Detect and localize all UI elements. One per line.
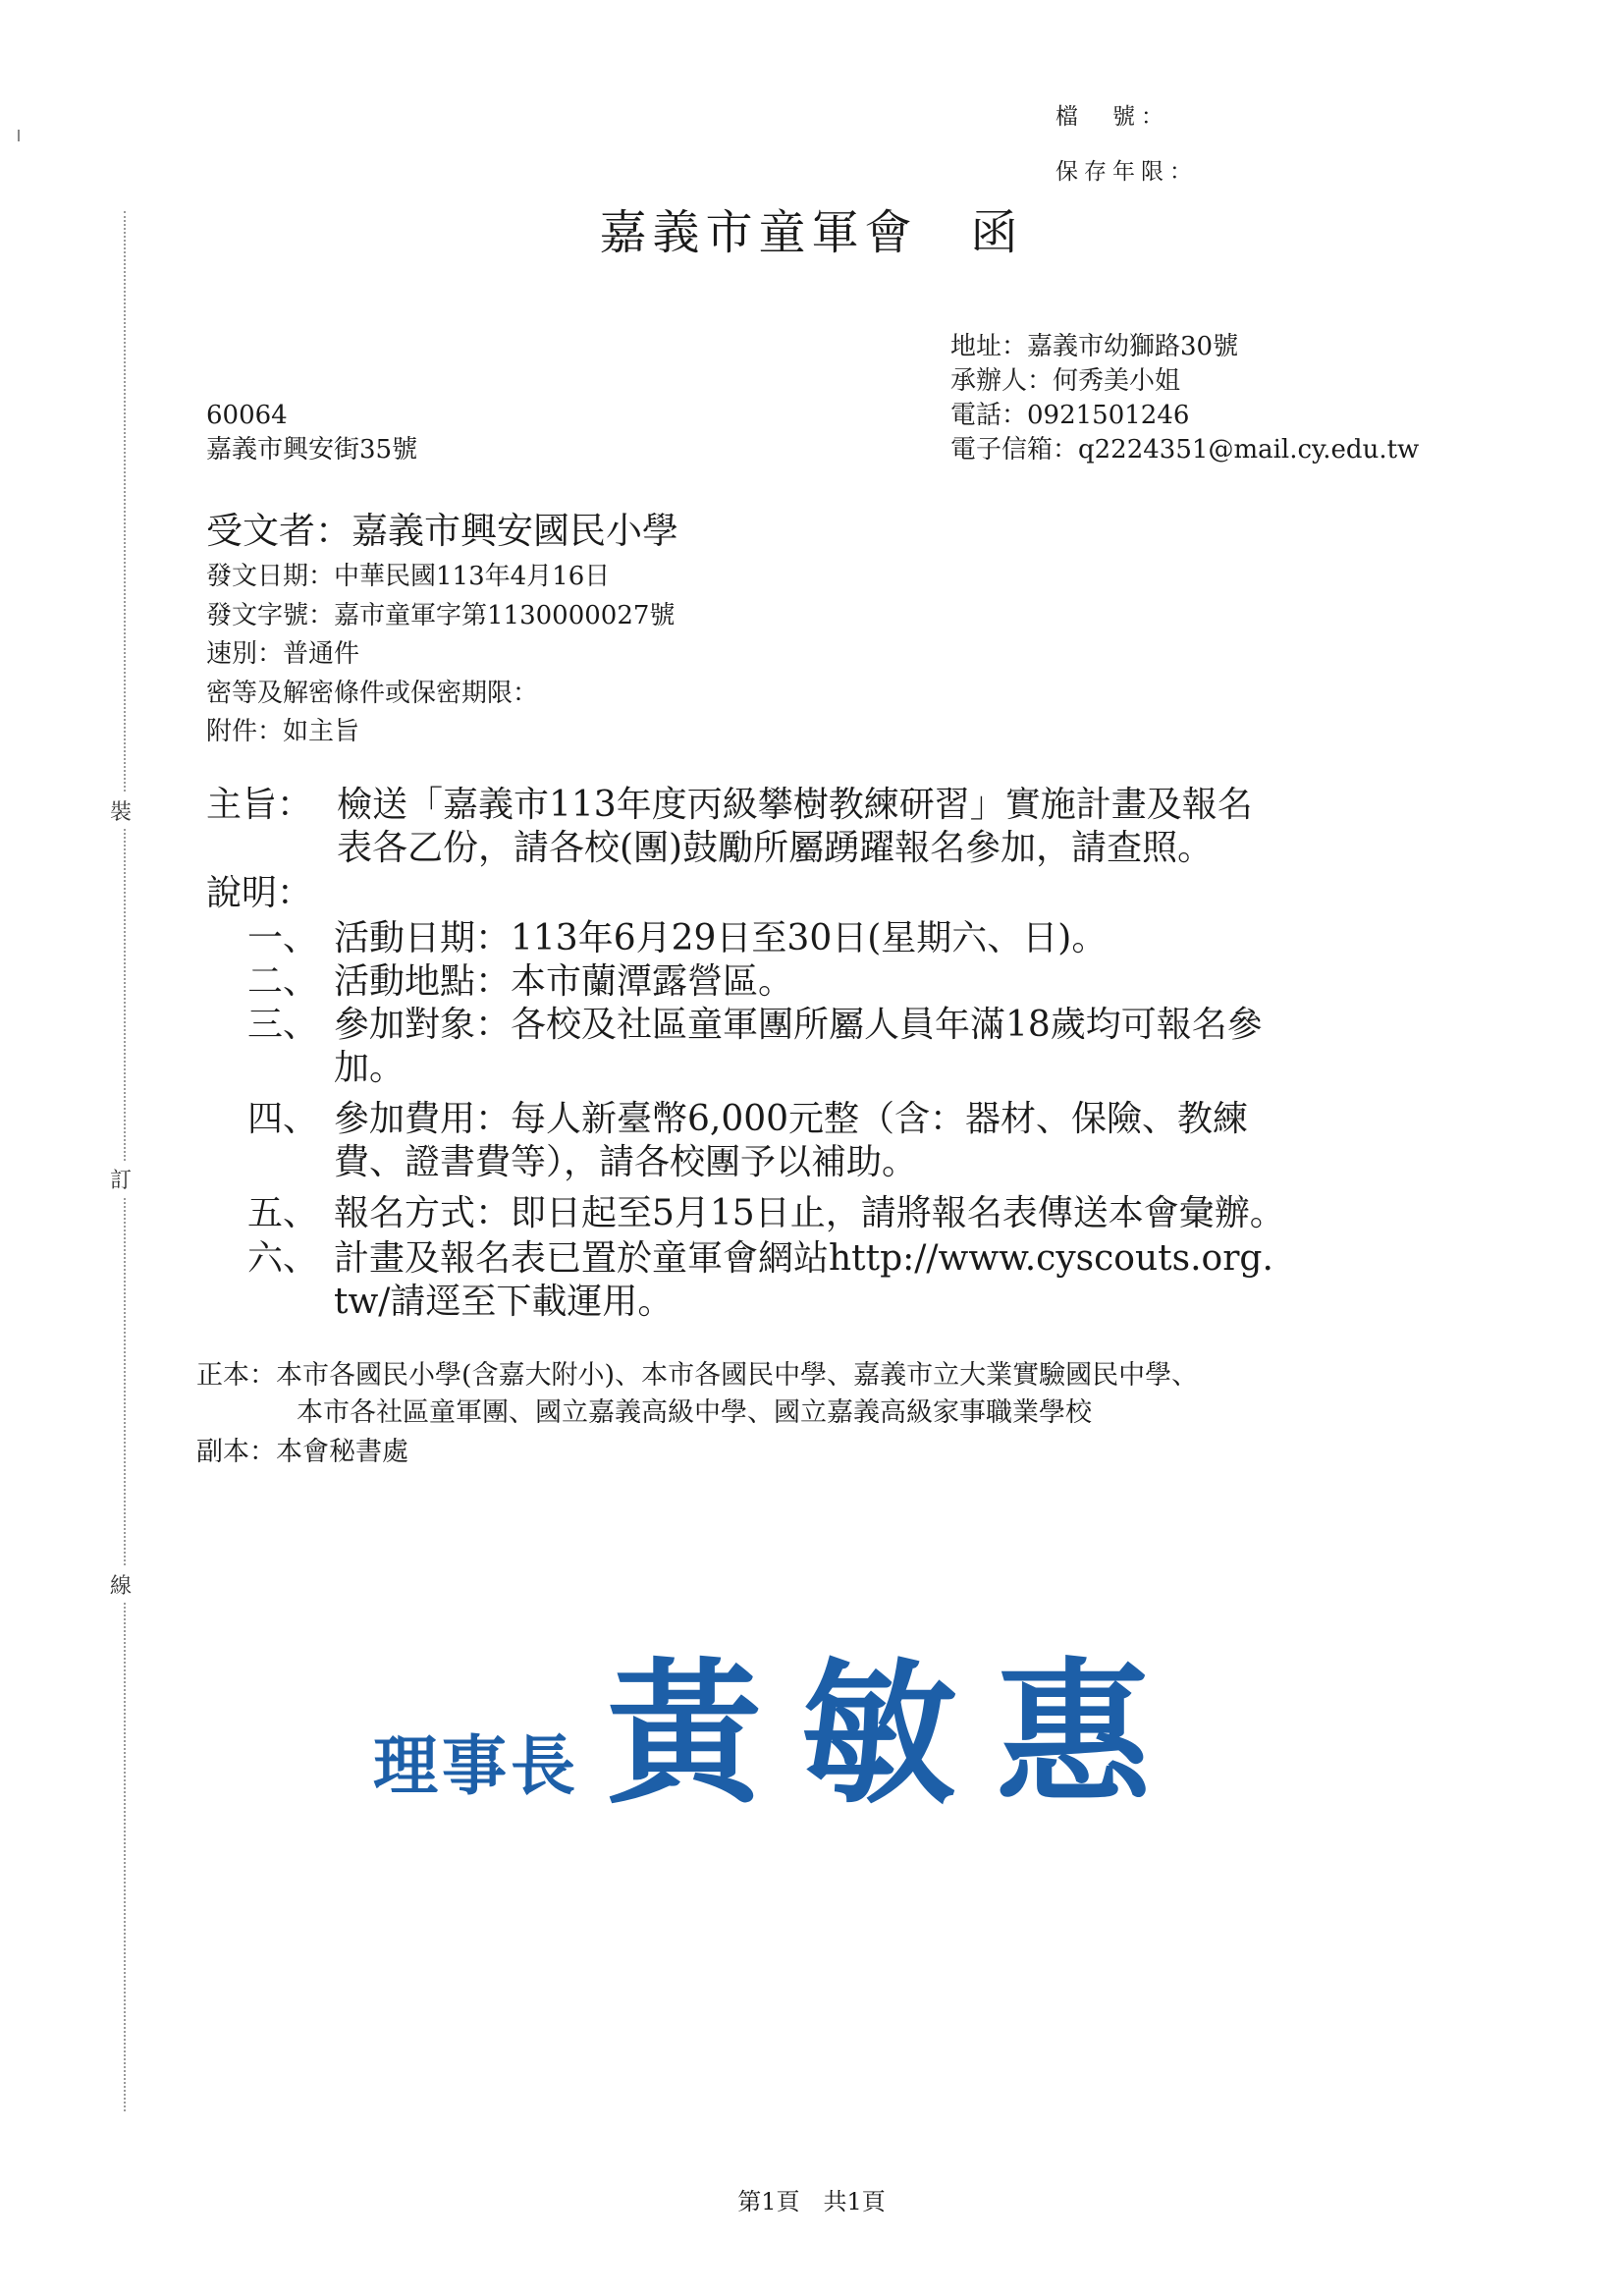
explanation-item-number: 四、 [247,1099,319,1139]
scan-mark [18,130,20,141]
file-number-label: 檔 號： [1055,104,1169,130]
document-number: 發文字號：嘉市童軍字第1130000027號 [206,600,676,630]
explanation-item-text: 計畫及報名表已置於童軍會網站http://www.cyscouts.org. [334,1238,1273,1279]
recipient: 受文者：嘉義市興安國民小學 [206,510,678,552]
explanation-item-number: 一、 [247,918,319,958]
mailing-info [206,399,417,467]
subject-line: 檢送「嘉義市113年度丙級攀樹教練研習」實施計畫及報名 [337,785,1253,825]
speed-class: 速別：普通件 [206,639,360,670]
subject-line: 表各乙份，請各校(團)鼓勵所屬踴躍報名參加，請查照。 [337,828,1214,868]
document-info [206,558,675,752]
chairman-seal [373,1611,1306,1836]
sender-address: 地址：嘉義市幼獅路30號 [950,332,1239,361]
issue-date: 發文日期：中華民國113年4月16日 [206,562,611,591]
distribution-original-continued: 本市各社區童軍團、國立嘉義高級中學、國立嘉義高級家事職業學校 [297,1397,1092,1428]
postal-code: 60064 [206,401,288,430]
explanation-item-number: 五、 [247,1193,319,1233]
sender-handler: 承辦人：何秀美小姐 [950,366,1181,396]
explanation-item-text: 加。 [334,1048,406,1088]
page-number: 第1頁 共1頁 [737,2188,886,2215]
seal-name: 黃敏惠 [607,1644,1190,1826]
sender-email: 電子信箱：q2224351@mail.cy.edu.tw [950,435,1420,465]
mailing-address: 嘉義市興安街35號 [206,435,418,465]
explanation-item-text: 費、證書費等），請各校團予以補助。 [334,1142,918,1182]
explanation-item-text: tw/請逕至下載運用。 [334,1282,674,1322]
binding-char-zhuang: 裝 [110,793,132,828]
document-title: 嘉義市童軍會 函 [599,205,1024,260]
explanation-item-number: 六、 [247,1238,319,1279]
subject-label: 主旨： [206,785,313,825]
binding-char-xian: 線 [110,1567,132,1602]
explanation-label: 說明： [206,873,313,913]
distribution-copy: 副本：本會秘書處 [196,1437,408,1467]
explanation-item-number: 二、 [247,961,319,1002]
distribution-original: 正本：本市各國民小學(含嘉大附小)、本市各國民中學、嘉義市立大業實驗國民中學、 [196,1360,1199,1391]
retention-period-label: 保存年限： [1055,159,1198,185]
subject-body [337,784,1253,870]
binding-char-ding: 訂 [110,1162,132,1196]
attachment: 附件：如主旨 [206,717,360,747]
sender-info [950,330,1419,467]
explanation-item-number: 三、 [247,1005,319,1045]
explanation-item-text: 報名方式：即日起至5月15日止，請將報名表傳送本會彙辦。 [334,1193,1285,1233]
sender-phone: 電話：0921501246 [950,401,1190,430]
explanation-item-text: 參加對象：各校及社區童軍團所屬人員年滿18歲均可報名參 [334,1005,1263,1045]
secrecy-class: 密等及解密條件或保密期限： [206,678,539,708]
explanation-item-text: 活動日期：113年6月29日至30日(星期六、日)。 [334,918,1108,958]
explanation-item-text: 參加費用：每人新臺幣6,000元整（含：器材、保險、教練 [334,1099,1249,1139]
explanation-item-text: 活動地點：本市蘭潭露營區。 [334,961,794,1002]
seal-role: 理事長 [373,1727,579,1804]
